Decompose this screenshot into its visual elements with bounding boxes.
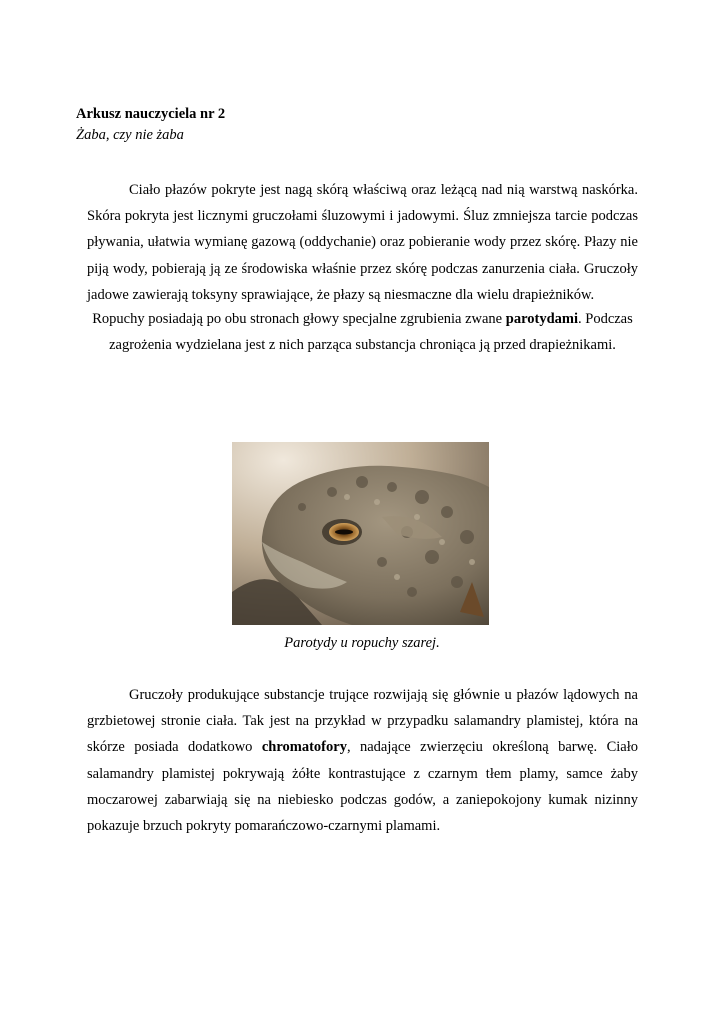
paragraph-3-after: , nadające zwierzęciu określoną barwę. Ciało salamandry plamistej pokrywają żółte kontrastujące z czarnym tłem plamy, samce żaby moczarowej zabarwiają się na niebiesko podczas godów, a zaniepokojony kumak nizinny pokazuje brzuch pokryty pomarańczowo-czarnymi plamami. — [87, 739, 639, 835]
paragraph-parotoids — [80, 306, 645, 358]
paragraph-poison-glands — [87, 682, 638, 839]
worksheet-subtitle: Żaba, czy nie żaba — [76, 127, 184, 143]
term-parotydami: parotydami — [505, 311, 578, 327]
toad-photo — [232, 442, 489, 625]
worksheet-heading — [76, 104, 225, 146]
figure-caption: Parotydy u ropuchy szarej. — [284, 635, 440, 651]
paragraph-2-before: Ropuchy posiadają po obu stronach głowy specjalne zgrubienia zwane — [92, 311, 506, 327]
worksheet-title: Arkusz nauczyciela nr 2 — [76, 106, 226, 122]
term-chromatofory: chromatofory — [261, 739, 347, 756]
toad-illustration — [232, 442, 489, 625]
paragraph-1-text: Ciało płazów pokryte jest nagą skórą właściwą oraz leżącą nad nią warstwą naskórka. Skóra pokryta jest licznymi gruczołami śluzowymi i jadowymi. Śluz zmniejsza tarcie podczas pływania, ułatwia wymianę gazową (oddychanie) oraz pobieranie wody przez skórę. Płazy nie piją wody, pobierają ją ze środowiska właśnie przez skórę podczas zanurzenia ciała. Gruczoły jadowe zawierają toksyny sprawiające, że płazy są niesmaczne dla wielu drapieżników. — [87, 182, 638, 303]
paragraph-3-before: Gruczoły produkujące substancje trujące rozwijają się głównie u płazów lądowych na grzbietowej stronie ciała. Tak jest na przykład w przypadku salamandry plamistej, która na skórze posiada dodatkowo — [87, 687, 638, 756]
paragraph-skin-description — [87, 177, 638, 308]
paragraph-2-after: . Podczas zagrożenia wydzielana jest z nich parząca substancja chroniąca ją przed drapieżnikami. — [109, 311, 633, 354]
